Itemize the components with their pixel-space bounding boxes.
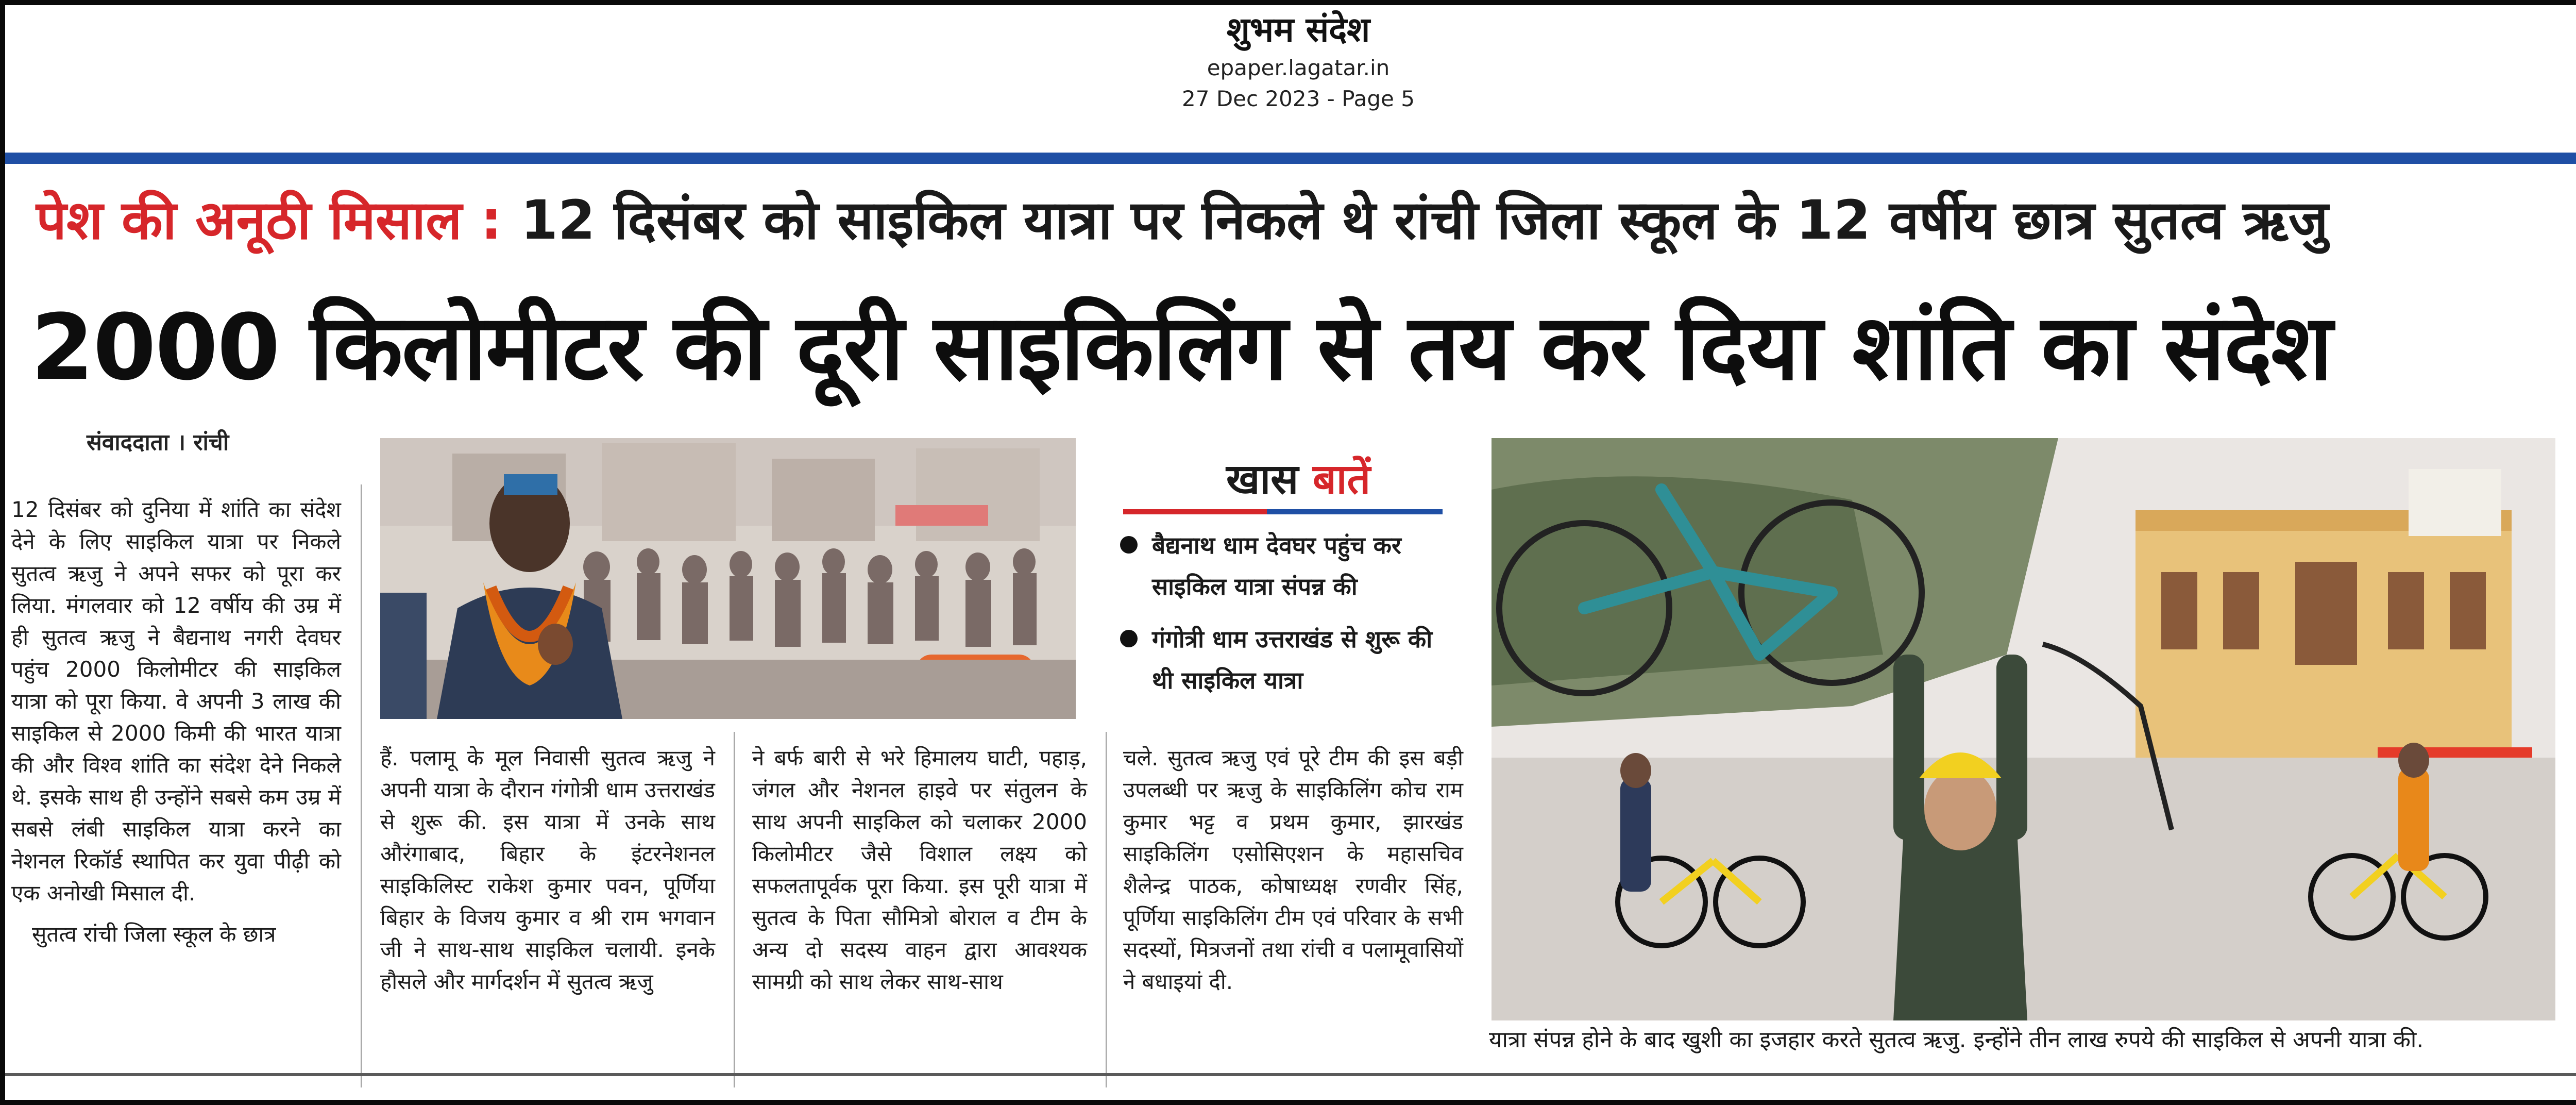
key-point-text: गंगोत्री धाम उत्तराखंड से शुरू की थी साइकिल यात्रा [1152,625,1433,694]
key-points-list [1118,525,1448,712]
key-points-title-word1: खास [1226,455,1299,503]
article-column-3 [752,742,1087,998]
masthead [0,7,2576,114]
list-item [1118,618,1448,701]
paragraph: सुतत्व रांची जिला स्कूल के छात्र [32,922,276,947]
newspaper-title: शुभम संदेश [1226,10,1370,49]
kicker-text: 12 दिसंबर को साइकिल यात्रा पर निकले थे रांची जिला स्कूल के 12 वर्षीय छात्र सुतत्व ऋजु [520,189,2328,252]
key-point-text: बैद्यनाथ धाम देवघर पहुंच कर साइकिल यात्रा संपन्न की [1152,531,1401,600]
column-divider [734,732,735,1087]
paragraph: चले. सुतत्व ऋजु एवं पूरे टीम की इस बड़ी उपलब्धी पर ऋजु के साइकिलिंग कोच राम कुमार भट्ट व प्रथम कुमार, झारखंड साइकिलिंग एसोसिएशन के महासचिव शैलेन्द्र पाठक, कोषाध्यक्ष रणवीर सिंह, पूर्णिया साइकिलिंग टीम एवं परिवार के सभी सदस्यों, मित्रजनों तथा रांची व पलामूवासियों ने बधाइयां दी. [1123,745,1463,994]
key-points-rule [1123,509,1443,514]
key-points-title-word2: बातें [1313,455,1371,503]
crowd-photo [380,438,1076,719]
photo-caption: यात्रा संपन्न होने के बाद खुशी का इजहार करते सुतत्व ऋजु. इन्होंने तीन लाख रुपये की साइकिल से अपनी यात्रा की. [1489,1027,2424,1053]
article-column-1 [11,494,341,950]
cyclist-photo [1492,438,2555,1020]
headline: 2000 किलोमीटर की दूरी साइकिलिंग से तय कर दिया शांति का संदेश [31,295,2332,400]
column-divider [361,484,362,1087]
bullet-icon [1120,630,1138,647]
bullet-icon [1120,536,1138,554]
paragraph: हैं. पलामू के मूल निवासी सुतत्व ऋजु ने अपनी यात्रा के दौरान गंगोत्री धाम उत्तराखंड से शुरू की. इस यात्रा में उनके साथ औरंगाबाद, बिहार के इंटरनेशनल साइकिलिस्ट राकेश कुमार पवन, पूर्णिया बिहार के विजय कुमार व श्री राम भगवान जी ने साथ-साथ साइकिल चलायी. इनके हौसले और मार्गदर्शन में सुतत्व ऋजु [380,745,715,994]
blue-rule [5,153,2576,164]
column-divider [1106,732,1107,1087]
paragraph: ने बर्फ बारी से भरे हिमालय घाटी, पहाड़, जंगल और नेशनल हाइवे पर संतुलन के साथ अपनी साइकिल को चलाकर 2000 किलोमीटर जैसे विशाल लक्ष्य को सफलतापूर्वक पूरा किया. इस पूरी यात्रा में सुतत्व के पिता सौमित्रो बोराल व टीम के अन्य दो सदस्य वाहन द्वारा आवश्यक सामग्री को साथ लेकर साथ-साथ [752,745,1087,994]
bottom-rule [5,1073,2576,1076]
issue-date-page: 27 Dec 2023 - Page 5 [1182,86,1415,111]
key-points-title [1123,454,1473,505]
epaper-site: epaper.lagatar.in [1207,55,1390,80]
kicker [36,181,2561,259]
list-item [1118,525,1448,607]
article-column-2 [380,742,715,998]
kicker-label: पेश की अनूठी मिसाल : [36,189,502,252]
article-column-4 [1123,742,1463,998]
byline: संवाददाता । रांची [87,429,229,456]
paragraph: 12 दिसंबर को दुनिया में शांति का संदेश देने के लिए साइकिल यात्रा पर निकले सुतत्व ऋजु ने अपने सफर को पूरा कर लिया. मंगलवार को 12 वर्षीय की उम्र में ही सुतत्व ऋजु ने बैद्यनाथ नगरी देवघर पहुंच 2000 किलोमीटर की साइकिल यात्रा को पूरा किया. वे अपनी 3 लाख की साइकिल से 2000 किमी की भारत यात्रा की और विश्व शांति का संदेश देने निकले थे. इसके साथ ही उन्होंने सबसे कम उम्र में सबसे लंबी साइकिल यात्रा करने का नेशनल रिकॉर्ड स्थापित कर युवा पीढ़ी को एक अनोखी मिसाल दी. [11,497,341,906]
